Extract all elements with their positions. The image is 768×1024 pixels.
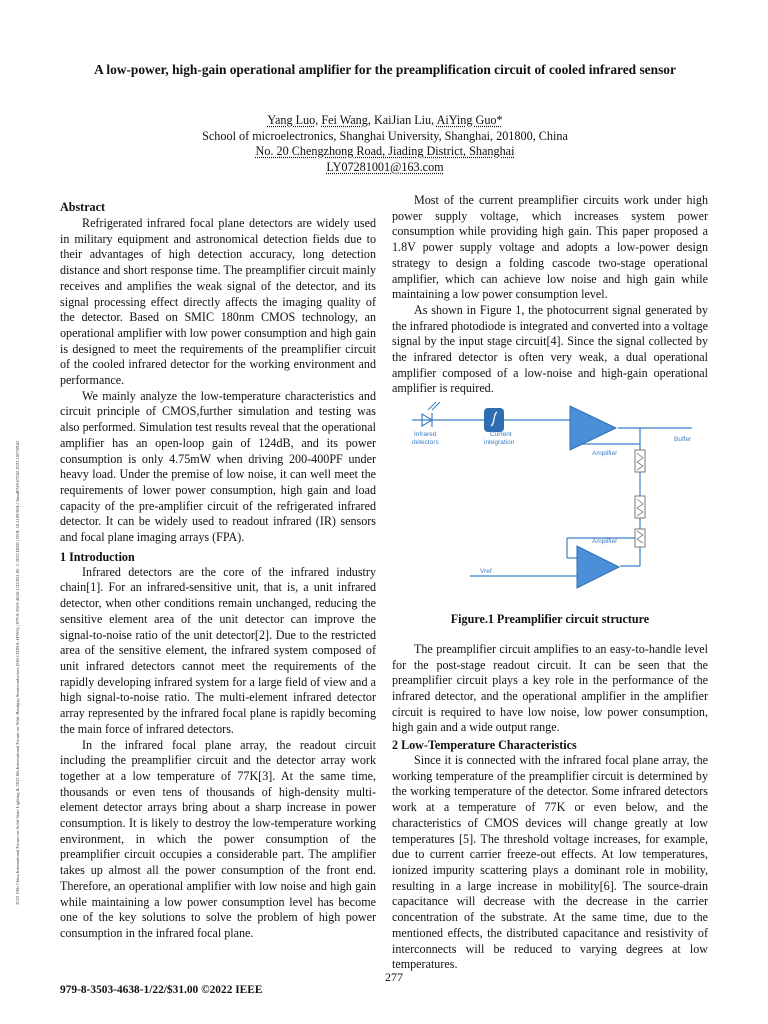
body-paragraph: In the infrared focal plane array, the readout circuit including the preamplifier circuit and the detector array work together at a low temperature of 77K[3]. At the same time, thousands or even tens of thousands of high-density multi-element detector arrays bring about a sharp increase in power consumption. It is likely to destroy the low-temperature working environment, in which the power consumption of the preamplifier circuit occupies a considerable part. The amplifier takes up almost all the power consumption of the front end. Therefore, an operational amplifier with low noise and high gain while maintaining a low power consumption level has become one of the key solutions to solve the problem of high power consumption in the infrared focal plane. bbox=[60, 737, 376, 940]
section-heading: 1 Introduction bbox=[60, 549, 135, 564]
right-column bbox=[392, 193, 708, 973]
label-detector: detectors bbox=[412, 439, 439, 447]
abstract-heading: Abstract bbox=[60, 200, 106, 214]
body-paragraph: Most of the current preamplifier circuits work under high power supply voltage, which increases system power consumption while providing high gain. This paper proposed a 1.8V power supply voltage and adopts a low-power design strategy to design a folding cascode two-stage operational amplifier, which can achieve low noise and high gain while maintaining a low power consumption level. bbox=[392, 193, 708, 302]
body-paragraph: As shown in Figure 1, the photocurrent signal generated by the infrared photodiode is integrated and converted into a voltage signal by the input stage circuit[4]. Since the signal collected by the infrared detector is often very weak, a dual operational amplifier composed of a low-noise and high-gain operational amplifier is required. bbox=[392, 302, 709, 396]
body-paragraph: The preamplifier circuit amplifies to an easy-to-handle level for the post-stage readout circuit. It can be seen that the preamplifier circuit plays a key role in the performance of the infrared detector, and the operational amplifier in the amplifier circuit is required to have low noise, low power consumption, high gain and a wide output range. bbox=[392, 641, 708, 735]
author-names: Yang Luo, Fei Wang, KaiJian Liu, AiYing Guo* bbox=[267, 113, 503, 127]
email-link[interactable]: LY07281001@163.com bbox=[326, 159, 444, 174]
body-paragraph: Since it is connected with the infrared focal plane array, the working temperature of the preamplifier circuit is determined by the working temperature of the detector. Some infrared detectors work at a temperature of 77K or even below, and the characteristics of CMOS devices will change greatly at low temperatures [5]. The threshold voltage increases, for example, due to current carrier freeze-out effects. At low temperatures, ionized impurity scattering plays a dominant role in mobility, resulting in a large increase in mobility[6]. The source-drain capacitance will decrease with the decrease in the carrier concentration of the substrate. At the same time, due to the mentioned effects, the distributed capacitance and resistivity of interconnects will be reduced to varying degrees at low temperatures. bbox=[392, 753, 708, 972]
circuit-figure bbox=[392, 398, 708, 608]
figure-caption: Figure.1 Preamplifier circuit structure bbox=[450, 612, 650, 627]
label-integration: integration bbox=[484, 439, 515, 447]
amplifier-bottom-icon bbox=[577, 546, 619, 588]
author-name: AiYing Guo* bbox=[436, 113, 503, 127]
label-detector: Infrared bbox=[414, 431, 437, 439]
author-name: Yang Luo bbox=[267, 113, 316, 127]
body-paragraph: Infrared detectors are the core of the infrared industry chain[1]. For an infrared-sensitive unit, that is, a unit infrared detector, when other conditions remain unchanged, reducing the sensitive element area of the unit detector can improve the signal-to-noise ratio of the unit detector[2]. Due to the restricted area of the sensitive element, the infrared system composed of unit infrared detectors cannot meet the requirements of the rapidly developing infrared system for a large field of view and a high signal-to-noise ratio. The multi-element infrared detector array represented by the infrared focal plane is rapidly becoming the main force of infrared detectors. bbox=[60, 564, 376, 736]
amplifier-top-icon bbox=[570, 406, 616, 450]
paper-title: A low-power, high-gain operational amplifier for the preamplification circuit of cooled infrared sensor bbox=[94, 62, 676, 77]
address: No. 20 Chengzhong Road, Jiading District, Shanghai bbox=[255, 144, 515, 158]
label-vref: Vref bbox=[480, 568, 492, 576]
label-amplifier-bottom: Amplifier bbox=[592, 538, 618, 546]
abstract-paragraph: We mainly analyze the low-temperature characteristics and circuit principle of CMOS,further simulation and testing was also performed. Simulation test results reveal that the operational amplifier has an open-loop gain of 124dB, and its power consumption is only 4.75mW when driving 200-400PF under heavy load. Under the premise of low noise, it can well meet the requirements of lower power consumption, high gain and load capacity of the pre-amplifier circuit of the refrigerated infrared detector. It can be widely used to readout infrared (IR) sensors and focal plane imaging arrays (FPA). bbox=[60, 388, 376, 545]
copyright-footer: 979-8-3503-4638-1/22/$31.00 ©2022 IEEE bbox=[60, 984, 263, 996]
author-name: Fei Wang bbox=[321, 113, 368, 127]
author-name: KaiJian Liu bbox=[373, 113, 432, 127]
label-amplifier-top: Amplifier bbox=[592, 450, 618, 458]
abstract-paragraph: Refrigerated infrared focal plane detectors are widely used in military equipment and astronomical detection fields due to their advantages of high detection accuracy, long detection distance and short response time. The preamplifier circuit mainly receives and amplifies the weak signal of the detector, and its signal processing effect directly affects the imaging quality of the detector. Based on SMIC 180nm CMOS technology, an operational amplifier with low power consumption and high gain is designed to meet the requirements of the preamplifier circuit of the cooled infrared detector for the working environment and performance. bbox=[60, 216, 376, 388]
switch-array-icon bbox=[635, 450, 645, 547]
circuit-diagram bbox=[392, 398, 708, 608]
author-block bbox=[90, 113, 680, 175]
section-heading: 2 Low-Temperature Characteristics bbox=[392, 738, 577, 753]
label-buffer: Buffer bbox=[674, 436, 692, 444]
label-integration: Current bbox=[490, 431, 512, 439]
affiliation: School of microelectronics, Shanghai University, Shanghai, 201800, China bbox=[202, 128, 568, 143]
left-column bbox=[60, 196, 376, 942]
photodiode-icon bbox=[422, 402, 440, 427]
conference-side-note: 2022 19th China International Forum on Solid State Lighting & 2022 8th International Forum on Wide Bandgap Semiconductors (SSLCHINA: IFWS) | 979-8-3503-4638-1/22/$31.00 ©2022 IEEE | DOI: 10.1109/SSLChinaIFWS57942.2023.10070942 bbox=[15, 441, 20, 905]
page-number: 277 bbox=[385, 970, 403, 984]
